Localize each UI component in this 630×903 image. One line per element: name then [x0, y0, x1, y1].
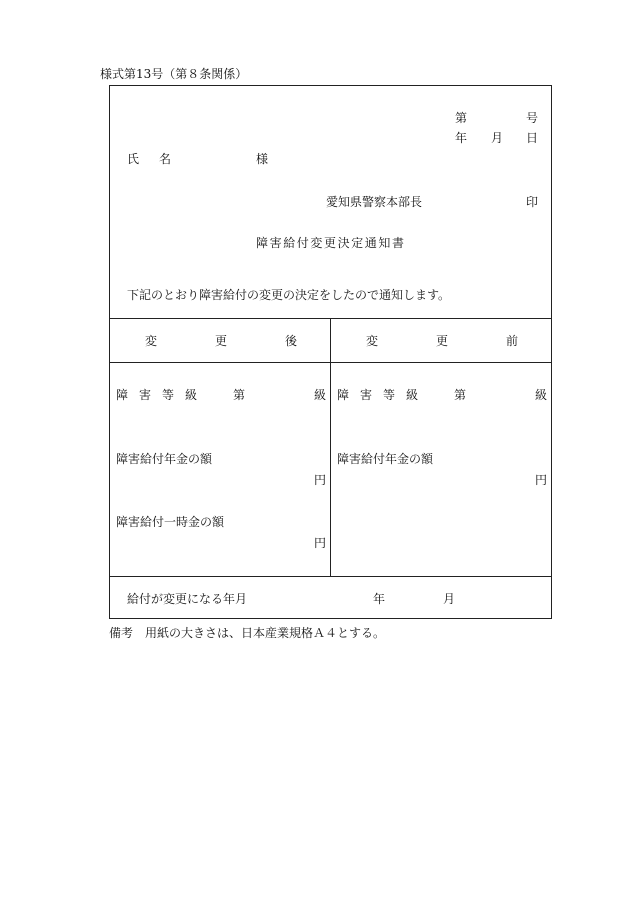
after-header-char-1: 変 [145, 334, 158, 348]
date-month: 月 [491, 131, 504, 145]
number-prefix: 第 [455, 111, 468, 125]
footnote: 備考 用紙の大きさは、日本産業規格Ａ４とする。 [109, 626, 386, 640]
intro-text: 下記のとおり障害給付の変更の決定をしたので通知します。 [127, 288, 451, 302]
seal: 印 [526, 195, 539, 209]
date-day: 日 [526, 131, 539, 145]
table-bottom-line [109, 576, 552, 577]
after-grade-char-4: 級 [185, 388, 198, 402]
after-lump-unit: 円 [314, 536, 327, 550]
after-lump-label: 障害給付一時金の額 [116, 515, 225, 529]
column-divider [330, 318, 331, 576]
number-suffix: 号 [526, 111, 539, 125]
after-grade-suffix: 級 [314, 388, 327, 402]
before-header-char-1: 変 [366, 334, 379, 348]
change-month: 月 [443, 592, 456, 606]
before-pension-unit: 円 [535, 473, 548, 487]
date-year: 年 [455, 131, 468, 145]
honorific: 様 [256, 152, 269, 166]
document-title: 障害給付変更決定通知書 [256, 236, 406, 250]
before-grade-char-3: 等 [383, 388, 396, 402]
after-header-char-3: 後 [285, 334, 298, 348]
after-grade-char-1: 障 [116, 388, 129, 402]
before-pension-label: 障害給付年金の額 [337, 452, 434, 466]
before-header-char-3: 前 [506, 334, 519, 348]
after-grade-char-2: 害 [139, 388, 152, 402]
after-header-char-2: 更 [215, 334, 228, 348]
after-grade-char-3: 等 [162, 388, 175, 402]
before-grade-prefix: 第 [454, 388, 467, 402]
before-grade-char-1: 障 [337, 388, 350, 402]
before-header-char-2: 更 [436, 334, 449, 348]
change-year: 年 [373, 592, 386, 606]
before-grade-char-2: 害 [360, 388, 373, 402]
before-grade-suffix: 級 [535, 388, 548, 402]
form-number: 様式第13号（第８条関係） [100, 67, 248, 81]
after-grade-prefix: 第 [233, 388, 246, 402]
after-pension-unit: 円 [314, 473, 327, 487]
after-pension-label: 障害給付年金の額 [116, 452, 213, 466]
change-date-label: 給付が変更になる年月 [127, 592, 248, 606]
issuer: 愛知県警察本部長 [326, 195, 423, 209]
before-grade-char-4: 級 [406, 388, 419, 402]
name-label: 氏 名 [127, 152, 176, 166]
